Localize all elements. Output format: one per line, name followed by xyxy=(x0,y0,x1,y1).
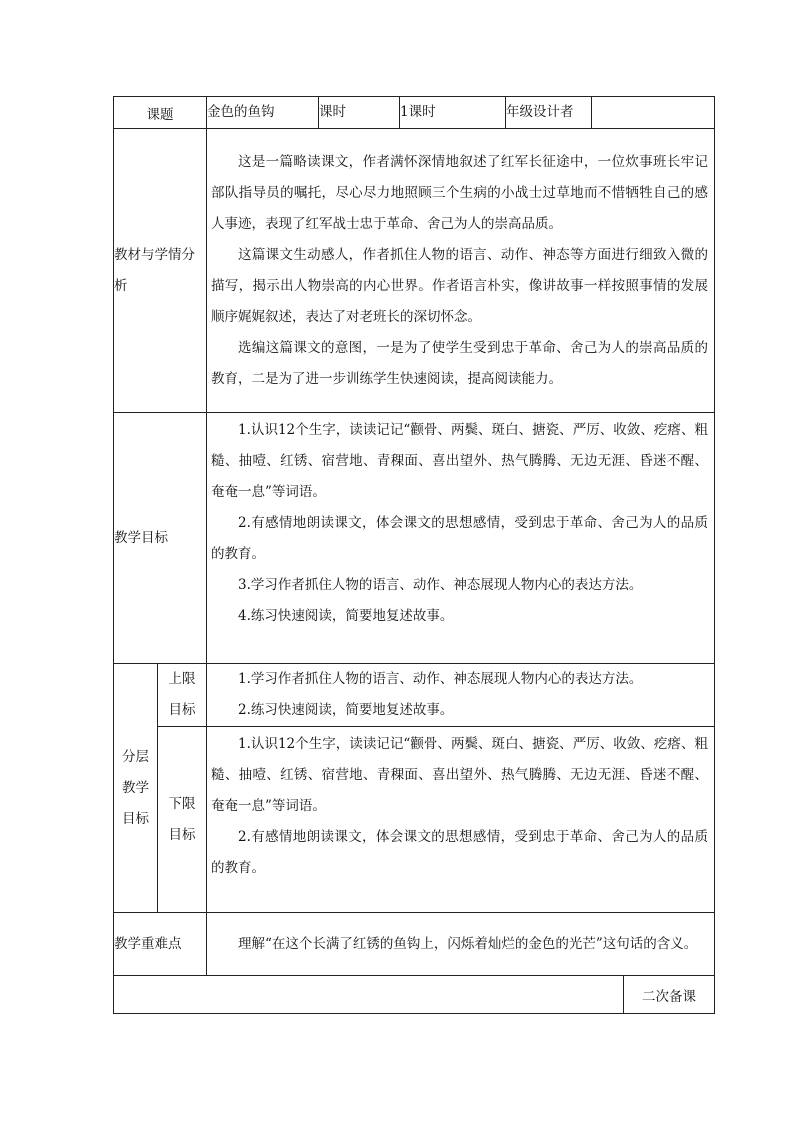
topic-value: 金色的鱼钩 xyxy=(207,97,319,129)
analysis-label: 教材与学情分析 xyxy=(114,129,207,413)
hours-value: 1课时 xyxy=(400,97,506,129)
goal-item: 1.认识12个生字，读读记记“颧骨、两鬓、斑白、搪瓷、严厉、收敛、疙瘩、粗糙、抽噎、红锈、宿营地、青稞面、喜出望外、热气腾腾、无边无涯、昏迷不醒、奄奄一息”等词语。 xyxy=(211,422,708,500)
analysis-paragraph: 这篇课文生动感人，作者抓住人物的语言、动作、神态等方面进行细致入微的描写，揭示出人物崇高的内心世界。作者语言朴实，像讲故事一样按照事情的发展顺序娓娓叙述，表达了对老班长的深切怀念。 xyxy=(211,246,708,325)
lower-item: 2.有感情地朗读课文，体会课文的思想感情，受到忠于革命、舍己为人的品质的教育。 xyxy=(211,829,708,876)
analysis-content xyxy=(207,129,715,413)
topic-label: 课题 xyxy=(114,97,207,129)
second-prep-label: 二次备课 xyxy=(624,976,715,1014)
goal-item: 2.有感情地朗读课文，体会课文的思想感情，受到忠于革命、舍己为人的品质的教育。 xyxy=(211,515,708,562)
header-row xyxy=(114,97,715,129)
footer-blank xyxy=(114,976,624,1014)
designer-label: 年级设计者 xyxy=(506,97,592,129)
lower-item: 1.认识12个生字，读读记记“颧骨、两鬓、斑白、搪瓷、严厉、收敛、疙瘩、粗糙、抽噎、红锈、宿营地、青稞面、喜出望外、热气腾腾、无边无涯、昏迷不醒、奄奄一息”等词语。 xyxy=(211,736,708,814)
footer-row xyxy=(114,976,715,1014)
analysis-paragraph: 这是一篇略读课文，作者满怀深情地叙述了红军长征途中，一位炊事班长牢记部队指导员的嘱托，尽心尽力地照顾三个生病的小战士过草地而不惜牺牲自己的感人事迹，表现了红军战士忠于革命、舍己为人的崇高品质。 xyxy=(211,153,708,232)
lower-label: 下限目标 xyxy=(158,727,207,913)
analysis-paragraph: 选编这篇课文的意图，一是为了使学生受到忠于革命、舍己为人的崇高品质的教育，二是为了进一步训练学生快速阅读，提高阅读能力。 xyxy=(211,339,708,387)
hours-label: 课时 xyxy=(319,97,400,129)
goal-item: 3.学习作者抓住人物的语言、动作、神态展现人物内心的表达方法。 xyxy=(238,577,643,593)
upper-label: 上限目标 xyxy=(158,664,207,727)
goal-item: 4.练习快速阅读，简要地复述故事。 xyxy=(238,608,454,624)
lesson-plan-table xyxy=(113,96,715,1014)
difficulty-text: 理解“在这个长满了红锈的鱼钩上，闪烁着灿烂的金色的光芒”这句话的含义。 xyxy=(238,935,698,952)
tier-upper-row xyxy=(114,664,715,727)
analysis-row xyxy=(114,129,715,413)
tier-lower-row xyxy=(114,727,715,913)
goals-label: 教学目标 xyxy=(114,413,207,664)
upper-content xyxy=(207,664,715,727)
goals-row xyxy=(114,413,715,664)
difficulty-content xyxy=(207,913,715,976)
lower-content xyxy=(207,727,715,913)
goals-content xyxy=(207,413,715,664)
designer-value xyxy=(592,97,715,129)
tiered-label: 分层教学目标 xyxy=(114,664,158,913)
difficulty-row xyxy=(114,913,715,976)
difficulty-label: 教学重难点 xyxy=(114,913,207,976)
upper-item: 2.练习快速阅读，简要地复述故事。 xyxy=(238,702,454,718)
upper-item: 1.学习作者抓住人物的语言、动作、神态展现人物内心的表达方法。 xyxy=(238,671,643,687)
